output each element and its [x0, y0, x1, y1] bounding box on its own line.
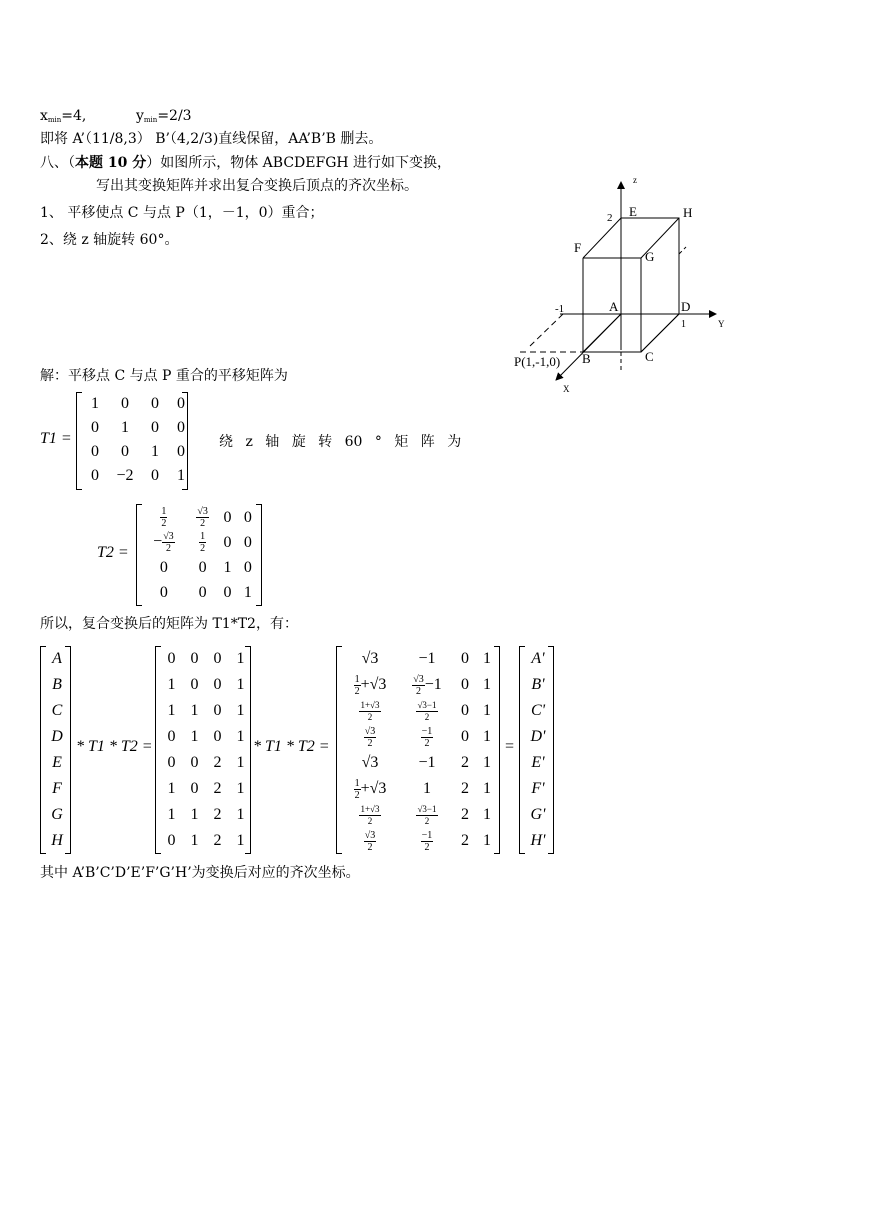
label-a: A	[609, 299, 619, 314]
res-cell-1-2: 0	[461, 676, 469, 693]
right-vec-item-4: E'	[531, 754, 545, 771]
res-cell-5-2: 2	[461, 780, 469, 797]
dashed-line-h-ext	[679, 247, 686, 254]
coords-cell-2-3: 1	[236, 702, 245, 719]
res-cell-6-1: $\frac{√3-1}{2}$	[417, 803, 437, 826]
right-vec-item-0: A'	[531, 650, 545, 667]
label-tick-1: 1	[681, 319, 686, 330]
res-cell-6-3: 1	[483, 806, 491, 823]
left-vec-item-6: G	[51, 806, 63, 823]
question-prefix: 八、（	[40, 155, 75, 171]
t2-matrix	[140, 505, 258, 605]
res-cell-4-0: √3	[361, 754, 379, 771]
coords-cell-3-0: 0	[167, 728, 176, 745]
t2-cell-1-3: 0	[243, 533, 252, 551]
cube-figure	[500, 168, 740, 400]
label-g: G	[645, 249, 655, 264]
coords-cell-7-0: 0	[167, 832, 176, 849]
question-suffix: ）如图所示，物体 ABCDEFGH 进行如下变换，	[146, 155, 452, 171]
t2-cell-2-0: 0	[159, 558, 168, 576]
coords-cell-4-1: 0	[190, 754, 199, 771]
res-cell-6-2: 2	[461, 806, 469, 823]
result-matrix	[340, 646, 498, 854]
label-b: B	[582, 351, 591, 366]
t2-cell-3-1: 0	[198, 583, 207, 601]
coords-cell-0-1: 0	[190, 650, 199, 667]
question-step2: 2、绕 z 轴旋转 60°。	[40, 232, 179, 248]
eq-t1t2-first: * T1 * T2 =	[76, 738, 153, 755]
right-vec-item-7: H'	[530, 832, 546, 849]
left-vec-item-3: D	[51, 728, 63, 745]
footer-text: 其中 A’B’C’D’E’F’G’H’为变换后对应的齐次坐标。	[40, 865, 360, 881]
coords-cell-6-0: 1	[167, 806, 176, 823]
coords-cell-7-1: 1	[190, 832, 199, 849]
label-e: E	[629, 204, 637, 219]
xmin-line	[40, 107, 86, 129]
res-cell-0-2: 0	[461, 650, 469, 667]
t2-cell-3-2: 0	[223, 583, 232, 601]
res-cell-5-0: $\frac{1}{2}$ +√3	[354, 777, 387, 801]
question-step1: 1、 平移使点 C 与点 P（1，－1，0）重合；	[40, 205, 324, 221]
coords-cell-2-0: 1	[167, 702, 176, 719]
res-cell-4-2: 2	[461, 754, 469, 771]
label-x: X	[563, 384, 570, 394]
edge-cd	[641, 314, 679, 352]
t2-cell-0-1: $\frac{√3}{2}$	[197, 506, 208, 529]
coords-cell-5-0: 1	[167, 780, 176, 797]
xmin-label: x	[40, 108, 48, 124]
res-cell-0-1: −1	[418, 650, 436, 667]
eq-t1t2-second: * T1 * T2 =	[253, 738, 330, 755]
coords-cell-0-2: 0	[213, 650, 222, 667]
t2-cell-3-3: 1	[243, 583, 252, 601]
coords-cell-3-3: 1	[236, 728, 245, 745]
question-title	[40, 154, 451, 172]
coords-cell-6-3: 1	[236, 806, 245, 823]
res-cell-3-0: $\frac{√3}{2}$	[364, 725, 376, 749]
ymin-label: y	[136, 108, 144, 124]
res-cell-1-0: $\frac{1}{2}$ +√3	[354, 673, 387, 697]
right-vec-item-6: G'	[530, 806, 546, 823]
res-cell-0-3: 1	[483, 650, 491, 667]
coords-cell-7-2: 2	[213, 832, 222, 849]
label-h: H	[683, 205, 693, 220]
composite-text: 所以，复合变换后的矩阵为 T1*T2，有：	[40, 616, 298, 632]
t1-cell-0-1: 0	[121, 395, 129, 412]
coords-cell-2-1: 1	[190, 702, 199, 719]
t2-cell-0-2: 0	[223, 508, 232, 526]
right-vec-item-1: B'	[531, 676, 545, 693]
res-cell-7-1: $\frac{-1}{2}$	[421, 829, 433, 853]
coords-cell-1-3: 1	[236, 676, 245, 693]
coords-cell-5-3: 1	[236, 780, 245, 797]
right-vec-item-5: F'	[531, 780, 545, 797]
coords-cell-1-2: 0	[213, 676, 222, 693]
coords-cell-5-2: 2	[213, 780, 222, 797]
t2-cell-0-3: 0	[243, 508, 252, 526]
res-cell-3-1: $\frac{-1}{2}$	[421, 725, 433, 749]
t1-cell-0-0: 1	[91, 395, 99, 412]
xmin-sub: min	[47, 116, 62, 124]
left-vec-item-0: A	[52, 650, 62, 667]
coords-cell-4-3: 1	[236, 754, 245, 771]
left-vec-item-2: C	[51, 702, 63, 719]
res-cell-7-0: $\frac{√3}{2}$	[364, 829, 376, 853]
label-tick-2: 2	[607, 212, 613, 224]
label-f: F	[574, 240, 582, 255]
coords-cell-0-3: 1	[236, 650, 245, 667]
ymin-sub: min	[143, 116, 158, 124]
coords-matrix	[160, 646, 252, 854]
coords-cell-0-0: 0	[167, 650, 176, 667]
label-d: D	[681, 299, 691, 314]
t1-cell-1-2: 0	[151, 419, 159, 436]
t2-cell-1-2: 0	[223, 533, 232, 551]
left-vec-item-4: E	[52, 754, 62, 771]
left-vec-item-7: H	[51, 832, 63, 849]
t1-cell-1-0: 0	[91, 419, 99, 436]
t1-cell-0-3: 0	[177, 395, 185, 412]
coords-cell-2-2: 0	[213, 702, 222, 719]
left-vector	[44, 646, 70, 854]
xmin-value: =4,	[61, 108, 87, 124]
t1-cell-3-1: −2	[116, 467, 134, 484]
t1-matrix	[82, 392, 194, 488]
t1-cell-3-0: 0	[91, 467, 99, 484]
res-cell-0-0: √3	[361, 650, 379, 667]
cube-outline	[583, 218, 679, 352]
t2-cell-2-1: 0	[198, 558, 207, 576]
eq-equals: =	[504, 738, 515, 755]
coords-cell-6-2: 2	[213, 806, 222, 823]
ymin-line	[136, 107, 192, 129]
t2-cell-1-0: − $\frac{√3}{2}$	[153, 531, 174, 554]
left-vec-item-5: F	[52, 780, 62, 797]
dashed-line-neg1	[530, 314, 563, 346]
res-cell-2-3: 1	[483, 702, 491, 719]
label-tick-neg1: -1	[555, 303, 565, 315]
res-cell-1-3: 1	[483, 676, 491, 693]
t2-cell-0-0: $\frac{1}{2}$	[161, 506, 167, 529]
res-cell-7-2: 2	[461, 832, 469, 849]
res-cell-5-1: 1	[423, 780, 431, 797]
label-y: Y	[718, 319, 725, 329]
right-vec-item-2: C'	[530, 702, 546, 719]
coords-cell-1-1: 0	[190, 676, 199, 693]
res-cell-5-3: 1	[483, 780, 491, 797]
t2-cell-3-0: 0	[159, 583, 168, 601]
res-cell-3-2: 0	[461, 728, 469, 745]
coords-cell-3-1: 1	[190, 728, 199, 745]
coords-cell-1-0: 1	[167, 676, 176, 693]
t1-cell-1-1: 1	[121, 419, 129, 436]
t1-cell-2-1: 0	[121, 443, 129, 460]
t1-cell-1-3: 0	[177, 419, 185, 436]
res-cell-7-3: 1	[483, 832, 491, 849]
res-cell-3-3: 1	[483, 728, 491, 745]
t1-label: T1 =	[40, 430, 72, 447]
label-p: P(1,-1,0)	[514, 354, 561, 369]
t1-cell-2-2: 1	[151, 443, 159, 460]
coords-cell-3-2: 0	[213, 728, 222, 745]
t1-cell-3-3: 1	[177, 467, 185, 484]
t2-cell-2-2: 1	[223, 558, 232, 576]
solution-intro: 解：平移点 C 与点 P 重合的平移矩阵为	[40, 368, 288, 384]
label-z: z	[633, 175, 637, 185]
res-cell-2-1: $\frac{√3-1}{2}$	[417, 699, 437, 722]
t2-label: T2 =	[97, 544, 129, 561]
coords-cell-4-0: 0	[167, 754, 176, 771]
edge-ba	[583, 314, 621, 352]
coords-cell-4-2: 2	[213, 754, 222, 771]
t1-cell-2-0: 0	[91, 443, 99, 460]
t2-cell-2-3: 0	[243, 558, 252, 576]
res-cell-6-0: $\frac{1+√3}{2}$	[360, 803, 380, 826]
keep-line-text: 即将 A’（11/8,3） B’（4,2/3)直线保留，AA’B’B 删去。	[40, 131, 383, 147]
question-line2: 写出其变换矩阵并求出复合变换后顶点的齐次坐标。	[96, 178, 418, 194]
t2-cell-1-1: $\frac{1}{2}$	[200, 531, 206, 554]
res-cell-2-0: $\frac{1+√3}{2}$	[360, 699, 380, 722]
t1-cell-0-2: 0	[151, 395, 159, 412]
coords-cell-6-1: 1	[190, 806, 199, 823]
label-c: C	[645, 349, 654, 364]
res-cell-4-1: −1	[418, 754, 436, 771]
coords-cell-5-1: 0	[190, 780, 199, 797]
res-cell-1-1: $\frac{√3}{2}$ −1	[413, 673, 442, 697]
question-score: 本题 10 分	[75, 155, 147, 171]
t1-cell-2-3: 0	[177, 443, 185, 460]
res-cell-2-2: 0	[461, 702, 469, 719]
left-vec-item-1: B	[52, 676, 62, 693]
t1-cell-3-2: 0	[151, 467, 159, 484]
right-vec-item-3: D'	[530, 728, 546, 745]
ymin-value: =2/3	[157, 108, 192, 124]
right-vector	[524, 646, 552, 854]
coords-cell-7-3: 1	[236, 832, 245, 849]
rotation-text: 绕 z 轴 旋 转 60 ° 矩 阵 为	[219, 434, 462, 450]
res-cell-4-3: 1	[483, 754, 491, 771]
